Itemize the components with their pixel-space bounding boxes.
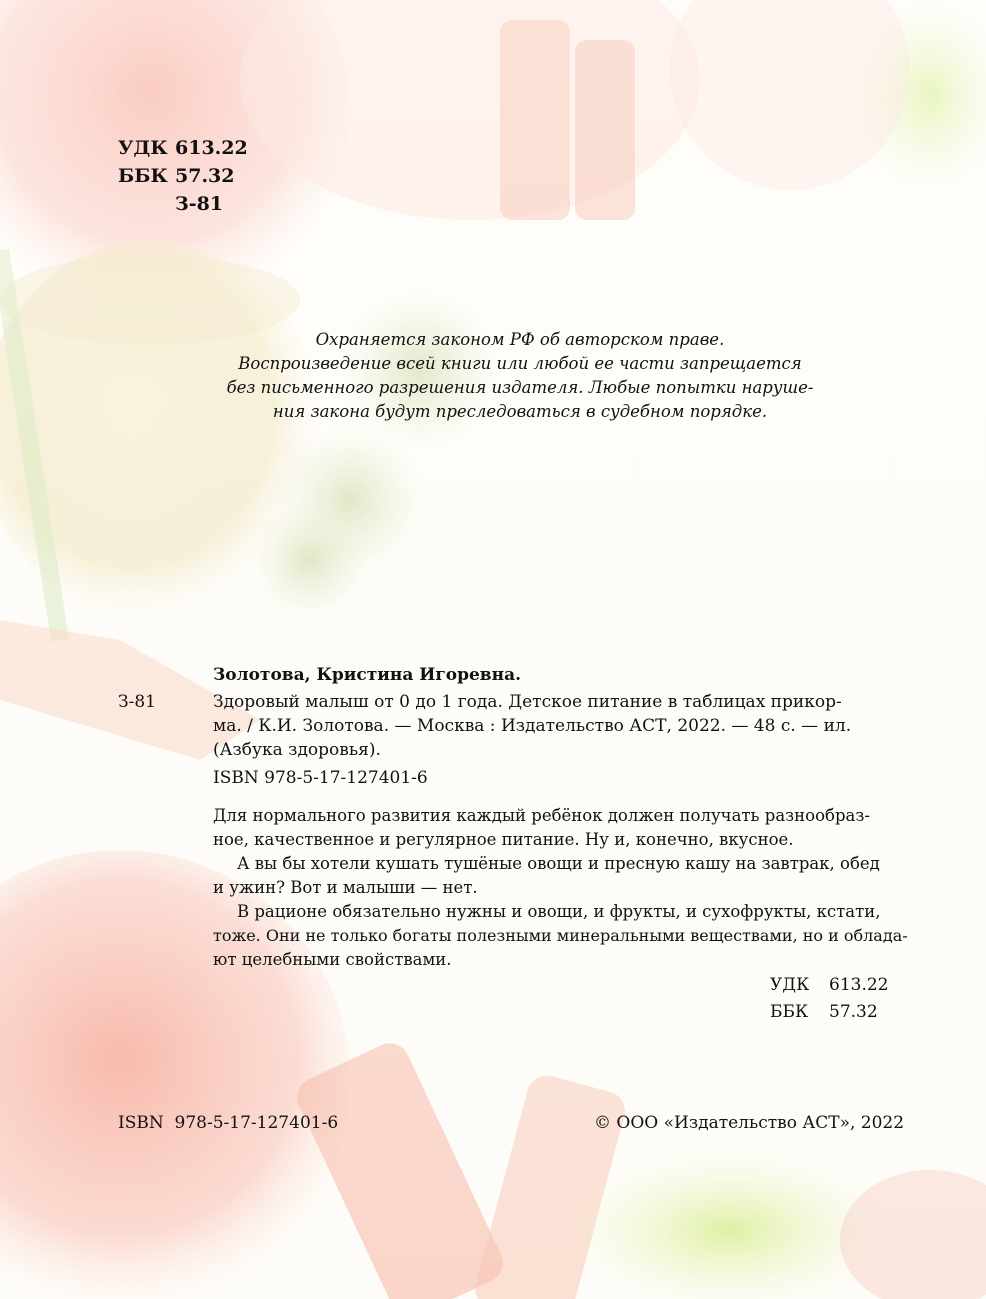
description-line: (Азбука здоровья). <box>213 740 381 760</box>
bbk-value: 57.32 <box>829 1002 878 1022</box>
classification-codes <box>118 134 248 218</box>
footer-isbn-label: ISBN <box>118 1113 164 1133</box>
annotation-line: А вы бы хотели кушать тушёные овощи и пресную кашу на завтрак, обед <box>237 854 880 873</box>
udk-value: 613.22 <box>829 975 889 995</box>
bbk-value: 57.32 <box>175 165 235 187</box>
footer-isbn-value: 978-5-17-127401-6 <box>174 1113 339 1133</box>
udk-label: УДК <box>770 975 810 995</box>
notice-line: без письменного разрешения издателя. Любые попытки наруше- <box>226 378 814 397</box>
annotation <box>213 804 908 972</box>
bbk-label: ББК <box>770 1002 809 1022</box>
bbk-row <box>770 999 888 1026</box>
udk-row <box>770 972 888 999</box>
bbk-label: ББК <box>118 165 168 187</box>
classification-codes-annotation <box>770 972 888 1026</box>
udk-row <box>118 134 248 162</box>
description-line: ма. / К.И. Золотова. — Москва : Издательство АСТ, 2022. — 48 с. — ил. <box>213 716 852 736</box>
description-line: Здоровый малыш от 0 до 1 года. Детское питание в таблицах прикор- <box>213 692 842 712</box>
bibliographic-description <box>213 690 903 762</box>
author-name: Золотова, Кристина Игоревна. <box>213 665 522 685</box>
bbk-row <box>118 162 248 190</box>
record-author-mark: З-81 <box>118 692 156 712</box>
annotation-line: Для нормального развития каждый ребёнок должен получать разнообраз- <box>213 806 870 825</box>
udk-label: УДК <box>118 137 168 159</box>
notice-line: ния закона будут преследоваться в судебном порядке. <box>272 402 768 421</box>
udk-value: 613.22 <box>175 137 248 159</box>
annotation-line: тоже. Они не только богаты полезными минеральными веществами, но и облада- <box>213 926 908 945</box>
annotation-line: ное, качественное и регулярное питание. Ну и, конечно, вкусное. <box>213 830 794 849</box>
author-mark: З-81 <box>175 193 224 215</box>
notice-line: Охраняется законом РФ об авторском праве. <box>315 330 725 349</box>
annotation-line: В рационе обязательно нужны и овощи, и фрукты, и сухофрукты, кстати, <box>237 902 881 921</box>
notice-line: Воспроизведение всей книги или любой ее части запрещается <box>238 354 802 373</box>
record-isbn: ISBN 978-5-17-127401-6 <box>213 768 428 788</box>
footer-isbn <box>118 1111 338 1135</box>
annotation-line: и ужин? Вот и малыши — нет. <box>213 878 478 897</box>
annotation-line: ют целебными свойствами. <box>213 950 452 969</box>
author-mark-row <box>118 190 248 218</box>
footer-copyright: © ООО «Издательство АСТ», 2022 <box>594 1113 905 1133</box>
copyright-notice <box>210 328 830 424</box>
